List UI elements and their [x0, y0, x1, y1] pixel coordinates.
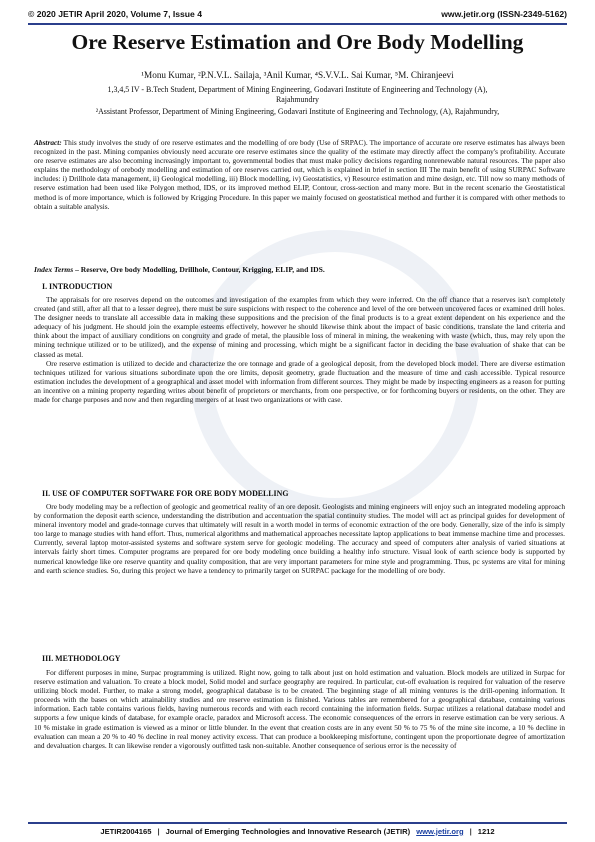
header-rule	[28, 23, 567, 25]
page-footer	[28, 825, 567, 837]
affiliation-city: Rajahmundry	[276, 95, 319, 104]
affiliation-professor: ²Assistant Professor, Department of Mining Engineering, Godavari Institute of Engineering and Technology, (A), Rajahmundry,	[95, 107, 500, 116]
index-terms-label: Index Terms	[34, 265, 74, 274]
page-header	[28, 8, 567, 20]
paper-title: Ore Reserve Estimation and Ore Body Modelling	[71, 30, 524, 54]
header-issn: www.jetir.org (ISSN-2349-5162)	[441, 9, 567, 19]
footer-separator: |	[469, 826, 472, 836]
section-introduction-body	[34, 295, 565, 404]
paragraph: Ore body modeling may be a reflection of geologic and geometrical reality of an ore deposit. Geologists and mining engineers will enjoy such an integrated modeling approach by conformation the deposit earth science, understanding the distribution and accentuation the spatial continuity studies. The model will act as principal guides for development of mineral inventory model and grade-tonnage curves that ultimately will result in a worth model in terms of economic extraction of the ore body. Generally, size of the info is simply too large to manage studies with hand effort. Thus, numerical algorithms and mathematical approaches necessitate laptop applications to beat immense machine time and processes. Currently, several laptop motor-assisted systems and software system serve for geologic modeling. The accuracy and speed of computers alter analysis of varied situations at intervals fairly short times. Computer programs are prepared for ore body modeling once building a healthy info structure. Visual look of earth science body is supported by numerical knowledge like ore reserve quantity and quality composition, that are very important parameters for mine style and programming. Thus, pc systems are vital for mining and earth science studies. So, during this project we have a tendency to primarily target on SURPAC package for the modelling of ore body.	[34, 502, 565, 575]
footer-rule	[28, 822, 567, 824]
section-heading-introduction: I. INTRODUCTION	[42, 282, 113, 291]
section-heading-software: II. USE OF COMPUTER SOFTWARE FOR ORE BODY MODELLING	[42, 489, 289, 498]
section-heading-methodology: III. METHODOLOGY	[42, 654, 121, 663]
footer-paper-code: JETIR2004165	[100, 826, 152, 836]
abstract-label: Abstract:	[34, 138, 62, 147]
section-software-body	[34, 502, 565, 575]
footer-journal-name: Journal of Emerging Technologies and Innovative Research (JETIR)	[165, 826, 411, 836]
author-list: ¹Monu Kumar, ²P.N.V.L. Sailaja, ³Anil Kumar, ⁴S.V.V.L. Sai Kumar, ⁵M. Chiranjeevi	[141, 70, 454, 80]
paragraph: Ore reserve estimation is utilized to decide and characterize the ore tonnage and grade of a geological deposit, from the developed block model. There are diverse estimation techniques utilized for various situations subordinate upon the ore limits, deposit geometry, grade fluctuation and the measure of time and cash accessible. Typical resource estimation includes the development of a geographical and asset model with information from different sources. They might be made by inspecting engineers as a reason for putting an incentive on a mining property regarding writes about benefit of proprietors or merchants, from one perspective, or for forthcoming buyers or residents, on the other. They are made for charge purposes and now and then regarding mergers of at least two organizations or with case.	[34, 358, 565, 405]
index-terms	[34, 265, 325, 274]
abstract-text: This study involves the study of ore reserve estimates and the modelling of ore body (Use of SRPAC). The importance of accurate ore reserve estimates has always been recognized in the past. Mining companies obviously need accurate ore reserve estimates since the quality of the estimate may directly affect the company's profitability. Accurate ore reserve estimates are also becoming increasingly important to, governmental bodies that must make policy decisions regarding nonrenewable natural resources. The paper also explains the methodology of orebody modelling and estimation of ore reserves carried out, which is explained in brief in section III The main benefit of using SURPAC Software includes: i) Drillhole data management, ii) Geological modelling, iii) Block modelling, iv) Geostatistics, v) Resource estimation and mine design, etc. Till now so many methods of reserve estimation had been used like Polygon method, IDS, or its improved method ELIP, Contour, cross-section and many more. But in the recent scenario the Geostatistical method is of more importance, which is followed by Krigging Procedure. In this paper we mainly focused on geostatistical method and further it is compared with other methods to obtain a suitable analysis.	[34, 138, 565, 211]
footer-page-number: 1212	[477, 826, 495, 836]
abstract	[34, 138, 565, 211]
paragraph: The appraisals for ore reserves depend on the outcomes and investigation of the examples from which they were inferred. On the off chance that a reserves isn't completely created (and still, after all that to a lesser degree), there must be sure suspicions with respect to the coherence and level of the ore between uncovered faces or examined drill holes. The designer needs to translate all accessible data in making these suppositions and the precision of the final products is to a great extent dependent on his experience and the adequacy of his judgment. He should join the example esteems effectively, however he should likewise think about the impact of basic conditions, translate the land criteria and think about the impact of auxiliary conditions on congruity and grade of metal, the plausible loss of mineral in mining, the weakening with waste (which, thus, may rely upon the mining technique utilized or to be utilized), and the expense of mining and processing, which might be a significant factor in deciding the base evaluation of shake that can be classed as metal.	[34, 295, 565, 359]
footer-site-link[interactable]: www.jetir.org	[416, 826, 464, 836]
paragraph: For different purposes in mine, Surpac programming is utilized. Right now, going to talk about just on hold estimation and valuation. Block models are utilized in Surpac for reserve estimation and valuation. To create a block model, Solid model and surface geography are required. In particular, cut-off evaluation is required for valuation of the reserve utilizing block model. Further, to make a strong model, geographical database is to be created. The beginning stage of all mining ventures is the drill-opening information. It proceeds with the bases on which attainability studies and ore reserve estimation is finished. Various tables are remembered for a geographical database, containing various information. Each table contains various fields, having numerous records and with each record containing the information fields. Surpac utilizes a relational database model and supports a few unique kinds of database, for example oracle, paradox and Microsoft access. The economic consequences of the errors in reserve estimation can be very serious. A 10 % mistake in grade estimation is viewed as a minor or little blunder. In the event that creation costs are in any event 50 % to 75 % of the mine site income, a 10 % decline in evaluation can mean a 20 % to 40 % decline in real money activity excess. That can produce a bookkeeping misfortune, contingent upon the proportionate degree of amortization and devaluation charges. It can likewise render a vigorously outfitted task non-suitable. Another consequence of serious error is the necessity of	[34, 668, 565, 750]
footer-separator: |	[157, 826, 160, 836]
index-terms-text: – Reserve, Ore body Modelling, Drillhole, Contour, Krigging, ELIP, and IDS.	[73, 265, 325, 274]
affiliation-students: 1,3,4,5 IV - B.Tech Student, Department of Mining Engineering, Godavari Institute of Engineering and Technology (A),	[107, 85, 488, 94]
header-copyright: © 2020 JETIR April 2020, Volume 7, Issue 4	[28, 9, 202, 19]
section-methodology-body	[34, 668, 565, 750]
